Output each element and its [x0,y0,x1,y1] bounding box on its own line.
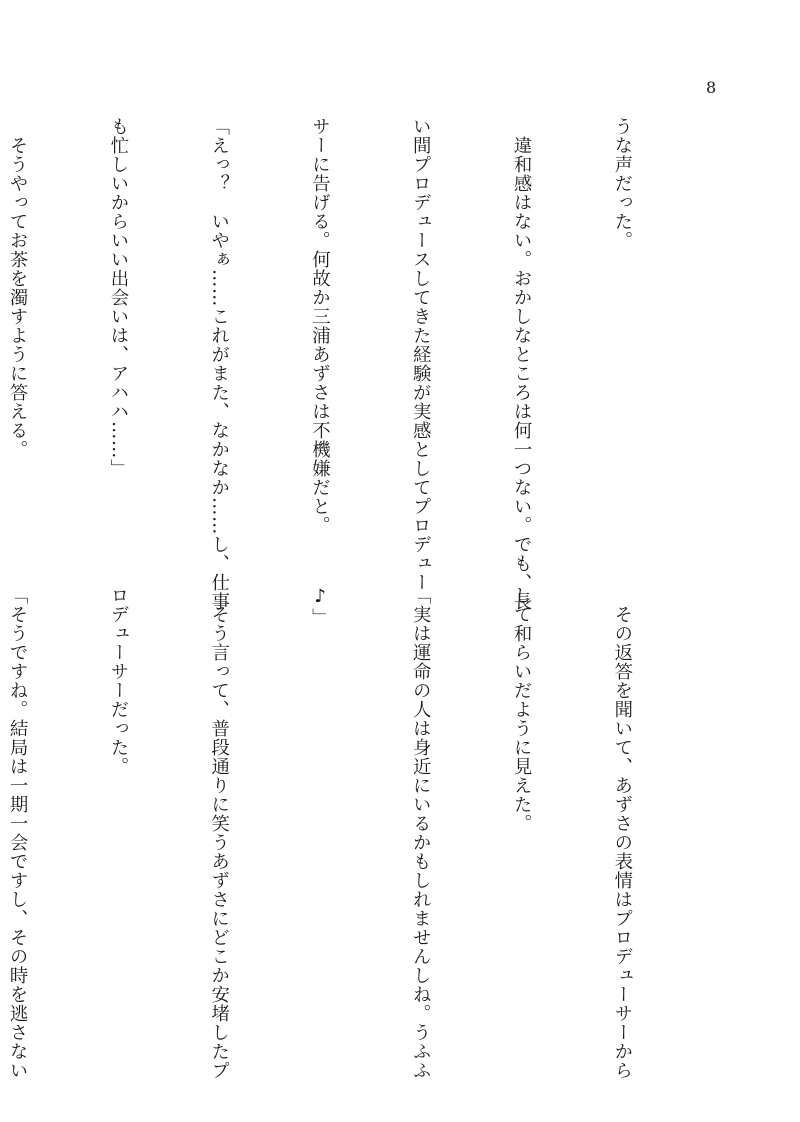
top-text-block [7,117,706,611]
text-column: サーに告げる。何故か三浦あずさは不機嫌だと。 [309,117,331,535]
text-column: ♪」 [309,586,331,627]
bottom-text-block [7,586,706,1080]
text-column: い間プロデュースしてきた経験が実感としてプロデュー [410,117,432,592]
text-column: ロデューサーだった。 [107,586,129,776]
text-column: 「そうですね。結局は一期一会ですし、その時を逃さない [7,586,29,1080]
page-number: 8 [706,78,717,97]
text-column: も忙しいからいい出会いは、アハハ……」 [107,117,129,478]
text-column: うな声だった。 [611,117,633,250]
text-column: そう言って、普段通りに笑うあずさにどこか安堵したプ [208,586,230,1080]
text-column: して和らいだように見えた。 [511,586,533,833]
text-column: 「えっ？ いやぁ……これがまた、なかなか……し、仕事 [208,117,230,611]
text-column: 「実は運命の人は身近にいるかもしれませんしね。うふふ [410,586,432,1080]
text-column: 違和感はない。おかしなところは何一つない。でも、長 [511,117,533,611]
text-column: その返答を聞いて、あずさの表情はプロデューサーから [611,586,633,1080]
text-column: そうやってお茶を濁すように答える。 [7,117,29,459]
